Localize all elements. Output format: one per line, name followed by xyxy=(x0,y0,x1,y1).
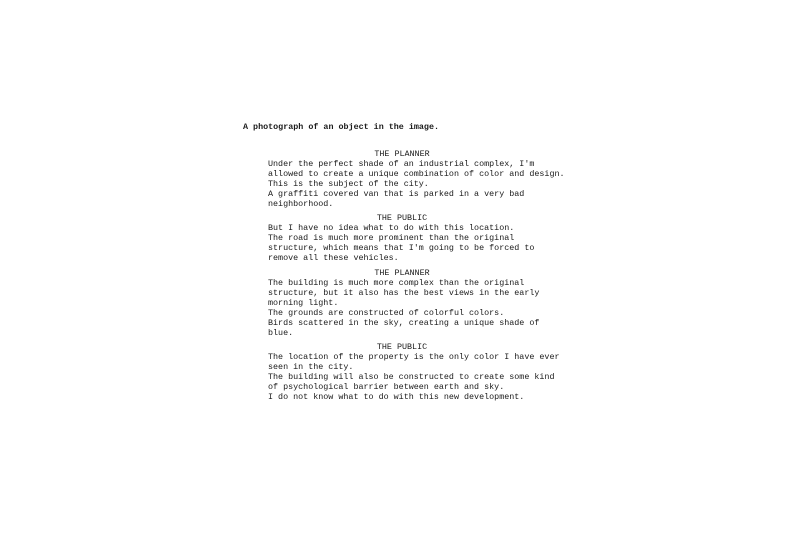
dialogue-line: A graffiti covered van that is parked in a very bad xyxy=(268,189,525,199)
dialogue-line: The building is much more complex than the original xyxy=(268,278,525,288)
character-name: THE PUBLIC xyxy=(376,342,428,352)
dialogue-block xyxy=(268,149,598,209)
dialogue-line: of psychological barrier between earth and sky. xyxy=(268,382,505,392)
dialogue-line: structure, which means that I'm going to be forced to xyxy=(268,243,535,253)
dialogue-line: remove all these vehicles. xyxy=(268,253,399,263)
dialogue-line: The building will also be constructed to create some kind xyxy=(268,372,555,382)
dialogue-line: Under the perfect shade of an industrial complex, I'm xyxy=(268,159,535,169)
dialogue-line: This is the subject of the city. xyxy=(268,179,429,189)
dialogue-line: The location of the property is the only color I have ever xyxy=(268,352,560,362)
dialogue-line: neighborhood. xyxy=(268,199,334,209)
dialogue-line: But I have no idea what to do with this location. xyxy=(268,223,515,233)
character-name: THE PLANNER xyxy=(374,149,430,159)
dialogue-line: I do not know what to do with this new development. xyxy=(268,392,525,402)
dialogue-line: structure, but it also has the best views in the early xyxy=(268,288,540,298)
dialogue-line: allowed to create a unique combination of color and design. xyxy=(268,169,565,179)
scene-heading: A photograph of an object in the image. xyxy=(243,122,440,132)
dialogue-block xyxy=(268,213,598,263)
dialogue-line: blue. xyxy=(268,328,294,338)
dialogue-line: morning light. xyxy=(268,298,339,308)
dialogue-block xyxy=(268,342,598,402)
dialogue-line: Birds scattered in the sky, creating a unique shade of xyxy=(268,318,540,328)
character-name: THE PUBLIC xyxy=(376,213,428,223)
dialogue-line: The grounds are constructed of colorful colors. xyxy=(268,308,505,318)
character-name: THE PLANNER xyxy=(374,268,430,278)
dialogue-block xyxy=(268,268,598,338)
dialogue-line: The road is much more prominent than the original xyxy=(268,233,515,243)
dialogue-line: seen in the city. xyxy=(268,362,354,372)
